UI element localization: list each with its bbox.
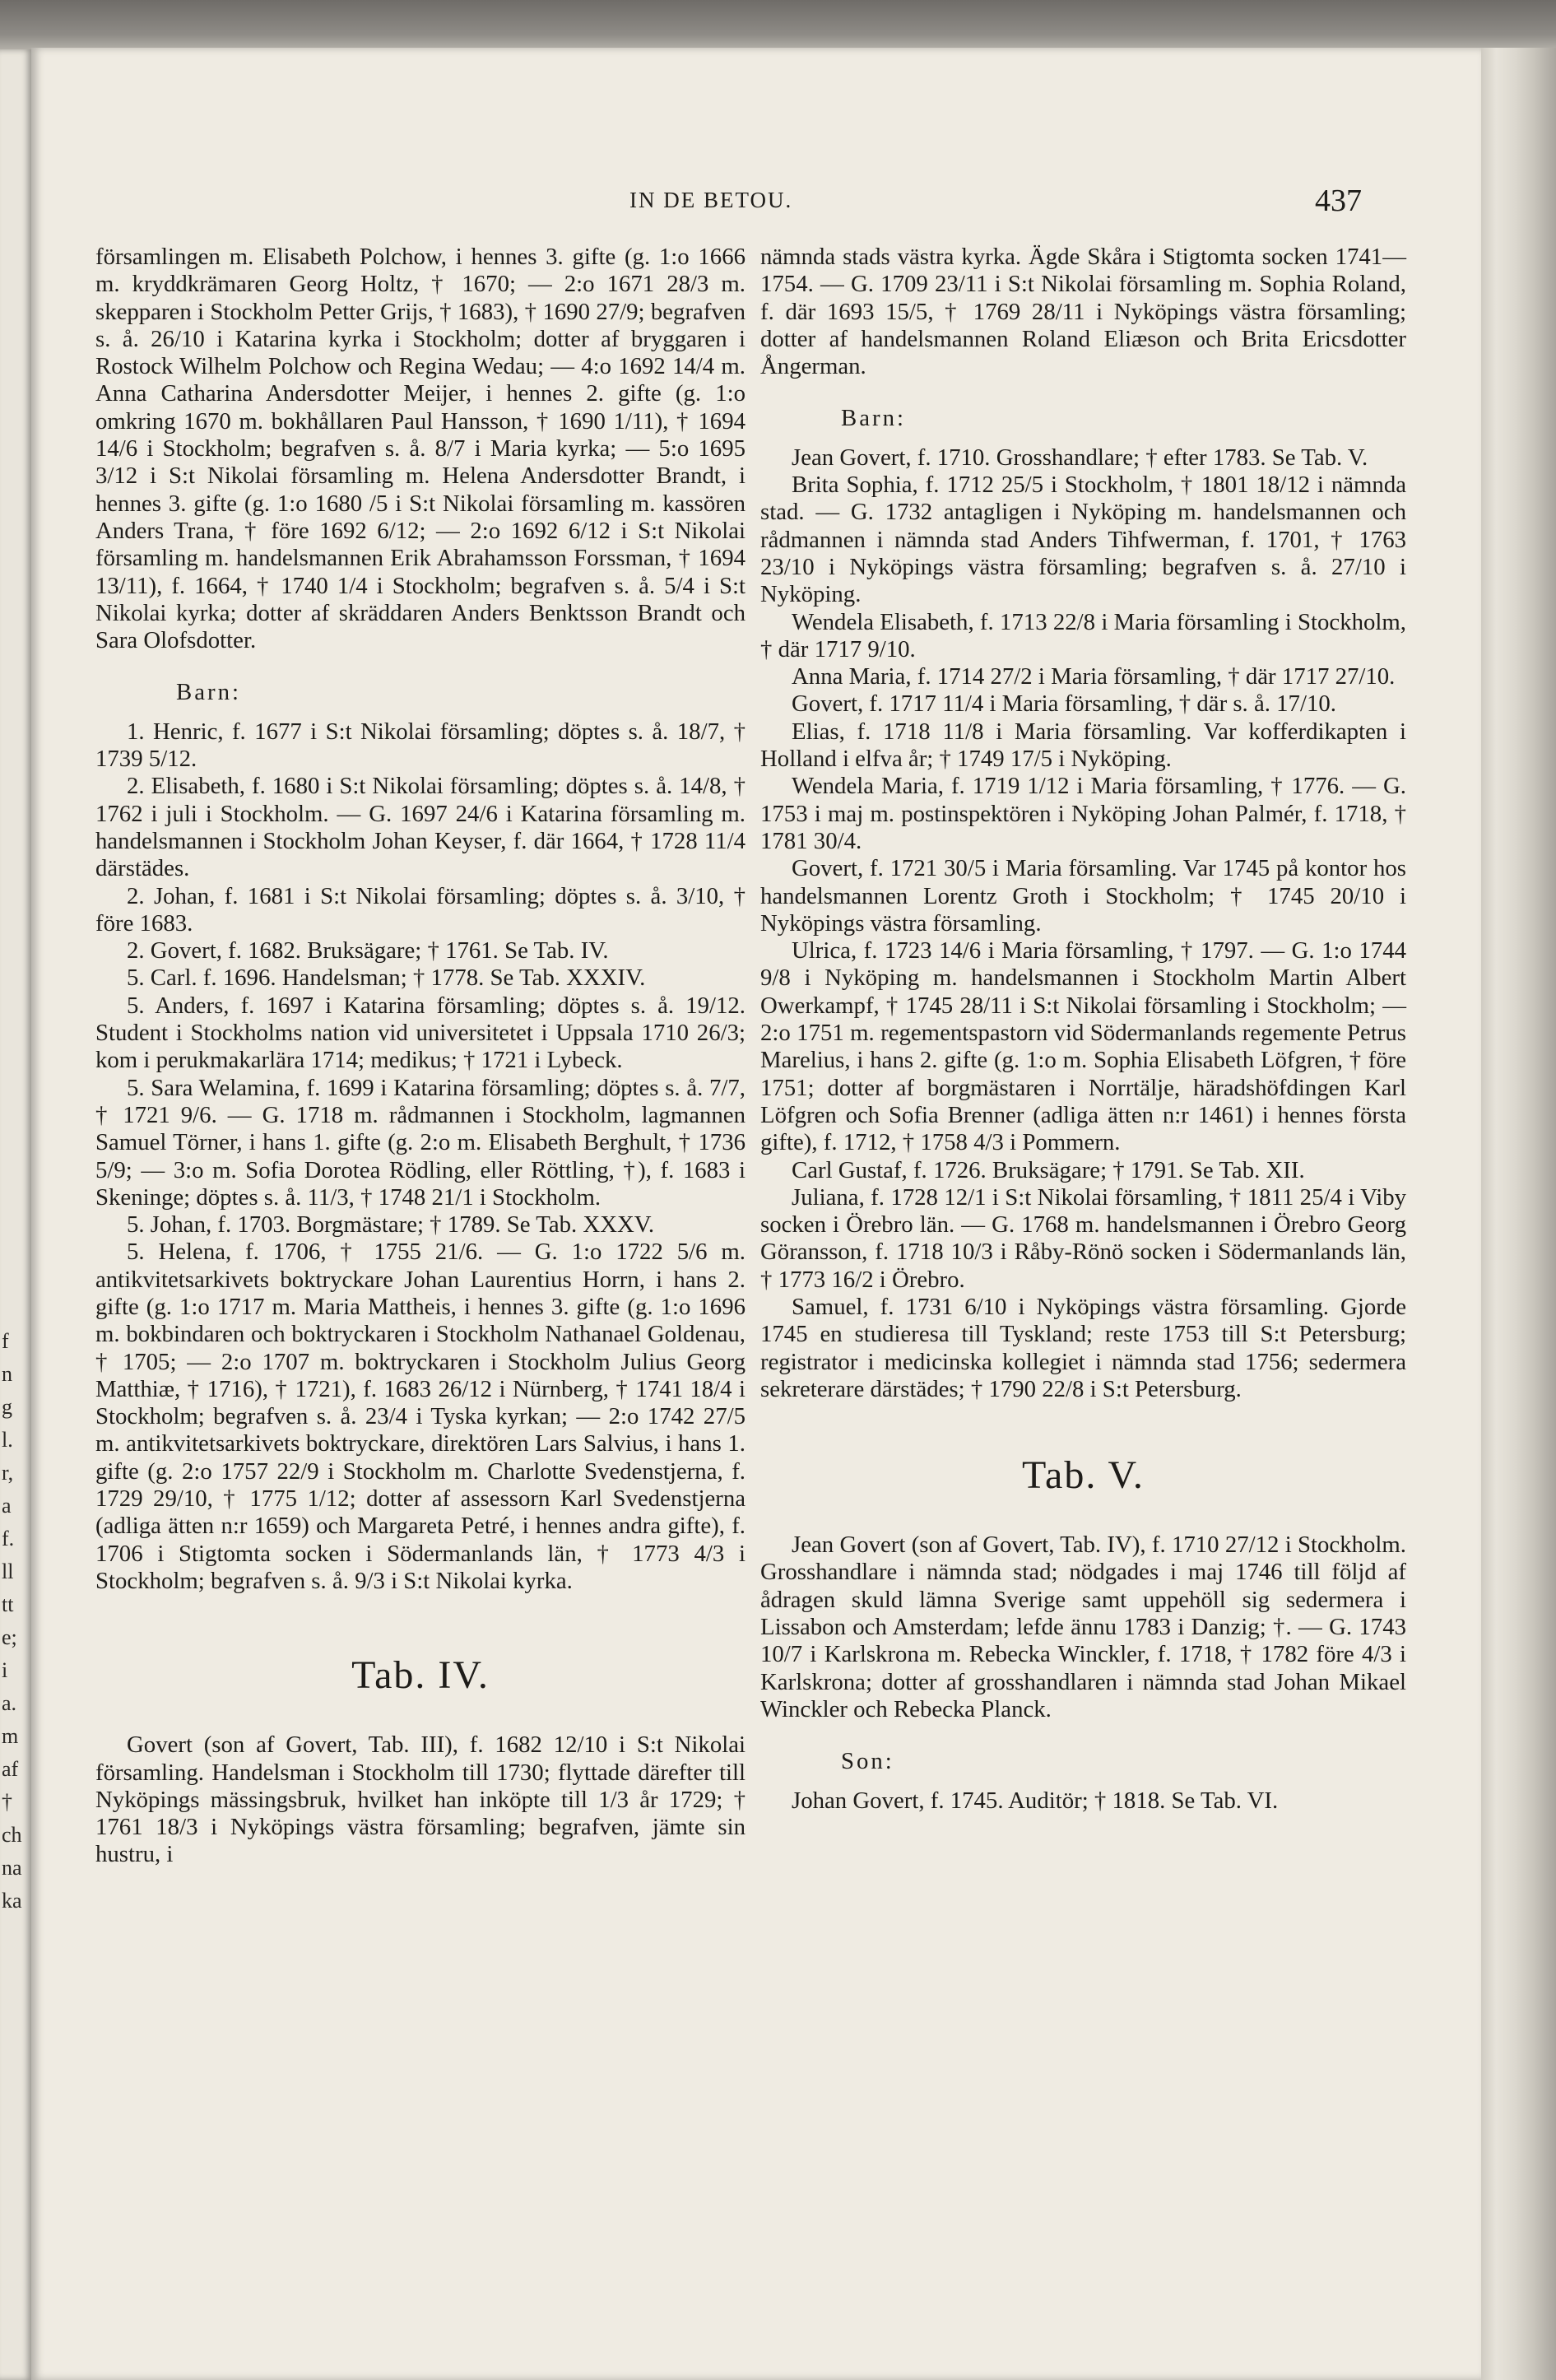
child-entry: 1. Henric, f. 1677 i S:t Nikolai församling; döptes s. å. 18/7, † 1739 5/12. xyxy=(95,718,745,773)
son-entry: Johan Govert, f. 1745. Auditör; † 1818. Se Tab. VI. xyxy=(792,1787,1279,1814)
child-entry: 5. Carl. f. 1696. Handelsman; † 1778. Se Tab. XXXIV. xyxy=(127,965,646,992)
tab-v-heading: Tab. V. xyxy=(1022,1453,1145,1498)
tab-iv-heading: Tab. IV. xyxy=(351,1653,490,1698)
left-column xyxy=(95,244,745,1869)
margin-fragment: f. xyxy=(2,1527,15,1550)
margin-fragment: n xyxy=(2,1362,12,1386)
child-entry: Juliana, f. 1728 12/1 i S:t Nikolai församling, † 1811 25/4 i Viby socken i Örebro län. — G. 1768 m. handelsmannen i Örebro Georg Göransson, f. 1718 10/3 i Råby-Rönö socken i Södermanlands län, † 1773 16/2 i Örebro. xyxy=(760,1183,1406,1293)
child-entry: 2. Johan, f. 1681 i S:t Nikolai församling; döptes s. å. 3/10, † före 1683. xyxy=(95,882,745,937)
margin-fragment: a. xyxy=(2,1691,17,1715)
child-entry: Wendela Maria, f. 1719 1/12 i Maria församling, † 1776. — G. 1753 i maj m. postinspektören i Nyköping Johan Palmér, f. 1718, † 1781 30/4. xyxy=(760,773,1406,854)
margin-fragment: i xyxy=(2,1658,8,1682)
page-number: 437 xyxy=(1315,184,1362,218)
previous-page-margin-fragments xyxy=(2,1325,30,1917)
right-column xyxy=(760,244,1406,1815)
margin-fragment: af xyxy=(2,1757,19,1781)
child-entry: Brita Sophia, f. 1712 25/5 i Stockholm, † 1801 18/12 i nämnda stad. — G. 1732 antagligen i Nyköping m. handelsmannen och rådmannen i nämnda stad Anders Tihfwerman, f. 1701, † 1763 23/10 i Nyköpings västra församling; begrafven s. å. 27/10 i Nyköping. xyxy=(760,472,1406,608)
child-entry: 2. Govert, f. 1682. Bruksägare; † 1761. Se Tab. IV. xyxy=(127,937,609,965)
margin-fragment: l. xyxy=(2,1428,13,1452)
child-entry: Anna Maria, f. 1714 27/2 i Maria församling, † där 1717 27/10. xyxy=(792,663,1396,690)
child-entry: 5. Helena, f. 1706, † 1755 21/6. — G. 1:o 1722 5/6 m. antikvitetsarkivets boktryckare Johan Laurentius Horrn, i hans 2. gifte (g. 1:o 1717 m. Maria Mattheis, i hennes 3. gifte (g. 1:o 1696 m. bokbindaren och boktryckaren i Stockholm Nathanael Goldenau, † 1705; — 2:o 1707 m. boktryckaren i Stockholm Julius Georg Matthiæ, † 1716), † 1721), f. 1683 26/12 i Nürnberg, † 1741 18/4 i Stockholm; begrafven s. å. 23/4 i Tyska kyrkan; — 2:o 1742 27/5 m. antikvitetsarkivets boktryckare, direktören Lars Salvius, i hans 1. gifte (g. 2:o 1757 22/9 i Stockholm m. Charlotte Svedenstjerna, f. 1729 29/10, † 1775 1/12; dotter af assessorn Karl Svedenstjerna (adliga ätten n:r 1659) och Margareta Petré, i hennes andra gifte), f. 1706 i Stigtomta socken i Södermanlands län, † 1773 4/3 i Stockholm; begrafven s. å. 9/3 i S:t Nikolai kyrka. xyxy=(95,1239,745,1594)
tab-v-paragraph: Jean Govert (son af Govert, Tab. IV), f. 1710 27/12 i Stockholm. Grosshandlare i nämnda stad; nödgades i maj 1746 till följd af ådragen skuld lämna Sverige samt uppehöll sig sedermera i Lissabon och Amsterdam; lefde ännu 1783 i Danzig; †. — G. 1743 10/7 i Karlskrona m. Rebecka Winckler, f. 1718, † 1782 före 4/3 i Karlskrona; dotter af grosshandlaren i nämnda stad Johan Mikael Winckler och Rebecka Planck. xyxy=(760,1532,1406,1722)
child-entry: Elias, f. 1718 11/8 i Maria församling. Var kofferdikapten i Holland i elfva år; † 1749 17/5 i Nyköping. xyxy=(760,718,1406,773)
child-entry: Ulrica, f. 1723 14/6 i Maria församling, † 1797. — G. 1:o 1744 9/8 i Nyköping m. handelsmannen i Stockholm Martin Albert Owerkampf, † 1745 28/11 i S:t Nikolai församling i Stockholm; — 2:o 1751 m. regementspastorn vid Södermanlands regemente Petrus Marelius, i hans 2. gifte (g. 1:o m. Sophia Elisabeth Löfgren, † före 1751; dotter af borgmästaren i Norrtälje, häradshöfdingen Karl Löfgren och Sofia Brenner (adliga ätten n:r 1461) i hennes första gifte), f. 1712, † 1758 4/3 i Pommern. xyxy=(760,937,1406,1156)
child-entry: Jean Govert, f. 1710. Grosshandlare; † efter 1783. Se Tab. V. xyxy=(792,444,1368,471)
margin-fragment: g xyxy=(2,1395,12,1419)
margin-fragment: a xyxy=(2,1494,12,1518)
margin-fragment: ch xyxy=(2,1823,22,1847)
book-fore-edge xyxy=(1481,48,1556,2380)
child-entry: Wendela Elisabeth, f. 1713 22/8 i Maria församling i Stockholm, † där 1717 9/10. xyxy=(760,608,1406,662)
child-entry: Samuel, f. 1731 6/10 i Nyköpings västra församling. Gjorde 1745 en studieresa till Tyskland; reste 1753 till S:t Petersburg; registrator i medicinska kollegiet i nämnda stad 1756; sedermera sekreterare därstädes; † 1790 22/8 i S:t Petersburg. xyxy=(760,1293,1406,1402)
right-children-list xyxy=(760,444,1406,1403)
margin-fragment: e; xyxy=(2,1625,17,1649)
margin-fragment: ka xyxy=(2,1889,22,1913)
child-entry: Govert, f. 1721 30/5 i Maria församling. Var 1745 på kontor hos handelsmannen Lorentz Groth i Stockholm; † 1745 20/10 i Nyköpings västra församling. xyxy=(760,855,1406,937)
margin-fragment: r, xyxy=(2,1461,14,1485)
tab-iv-paragraph: Govert (son af Govert, Tab. III), f. 1682 12/10 i S:t Nikolai församling. Handelsman i Stockholm till 1730; flyttade därefter till Nyköpings mässingsbruk, hvilket han inköpte till 1/3 år 1729; † 1761 18/3 i Nyköpings västra församling; begrafven, jämte sin hustru, i xyxy=(95,1732,745,1868)
margin-fragment: m xyxy=(2,1724,19,1748)
child-entry: 5. Sara Welamina, f. 1699 i Katarina församling; döptes s. å. 7/7, † 1721 9/6. — G. 1718 m. rådmannen i Stockholm, lagmannen Samuel Törner, i hans 1. gifte (g. 2:o m. Elisabeth Berghult, † 1736 5/9; — 3:o m. Sofia Dorotea Rödling, eller Röttling, †), f. 1683 i Skeninge; döptes s. å. 11/3, † 1748 21/1 i Stockholm. xyxy=(95,1074,745,1211)
margin-fragment: f xyxy=(2,1329,9,1353)
child-entry: 5. Anders, f. 1697 i Katarina församling; döptes s. å. 19/12. Student i Stockholms nation vid universitetet i Uppsala 1710 26/3; kom i perukmakarlära 1714; medikus; † 1721 i Lybeck. xyxy=(95,992,745,1074)
previous-page-edge xyxy=(0,49,33,2380)
right-intro-paragraph: nämnda stads västra kyrka. Ägde Skåra i Stigtomta socken 1741—1754. — G. 1709 23/11 i S:t Nikolai församling m. Sophia Roland, f. där 1693 15/5, † 1769 28/11 i Nyköpings västra församling; dotter af handelsmannen Roland Eliæson och Brita Ericsdotter Ångerman. xyxy=(760,244,1406,380)
child-entry: Govert, f. 1717 11/4 i Maria församling, † där s. å. 17/10. xyxy=(792,690,1336,718)
left-barn-label: Barn: xyxy=(176,679,241,706)
right-barn-label: Barn: xyxy=(841,405,906,432)
running-head: IN DE BETOU. xyxy=(629,188,793,212)
margin-fragment: † xyxy=(2,1790,12,1814)
page-header xyxy=(31,184,1481,229)
son-label: Son: xyxy=(841,1748,894,1775)
left-children-list xyxy=(95,718,745,1596)
book-page xyxy=(31,48,1481,2380)
child-entry: 2. Elisabeth, f. 1680 i S:t Nikolai församling; döptes s. å. 14/8, † 1762 i juli i Stockholm. — G. 1697 24/6 i Katarina församling m. handelsmannen i Stockholm Johan Keyser, f. där 1664, † 1728 11/4 därstädes. xyxy=(95,773,745,882)
margin-fragment: ll xyxy=(2,1560,14,1583)
child-entry: Carl Gustaf, f. 1726. Bruksägare; † 1791. Se Tab. XII. xyxy=(792,1156,1305,1183)
margin-fragment: tt xyxy=(2,1592,14,1616)
left-intro-paragraph: församlingen m. Elisabeth Polchow, i hennes 3. gifte (g. 1:o 1666 m. kryddkrämaren Georg Holtz, † 1670; — 2:o 1671 28/3 m. skepparen i Stockholm Petter Grijs, † 1683), † 1690 27/9; begrafven s. å. 26/10 i Katarina kyrka i Stockholm; dotter af bryggaren i Rostock Wilhelm Polchow och Regina Wedau; — 4:o 1692 14/4 m. Anna Catharina Andersdotter Meijer, i hennes 2. gifte (g. 1:o omkring 1670 m. bokhållaren Paul Hansson, † 1690 1/11), † 1694 14/6 i Stockholm; begrafven s. å. 8/7 i Maria kyrka; — 5:o 1695 3/12 i S:t Nikolai församling m. Helena Andersdotter Brandt, i hennes 3. gifte (g. 1:o 1680 /5 i S:t Nikolai församling m. kassören Anders Trana, † före 1692 6/12; — 2:o 1692 6/12 i S:t Nikolai församling m. handelsmannen Erik Abrahamsson Forssman, † 1694 13/11), f. 1664, † 1740 1/4 i Stockholm; begrafven s. å. 5/4 i S:t Nikolai kyrka; dotter af skräddaren Anders Benktsson Brandt och Sara Olofsdotter. xyxy=(95,244,745,654)
margin-fragment: na xyxy=(2,1856,22,1880)
child-entry: 5. Johan, f. 1703. Borgmästare; † 1789. Se Tab. XXXV. xyxy=(127,1211,655,1239)
